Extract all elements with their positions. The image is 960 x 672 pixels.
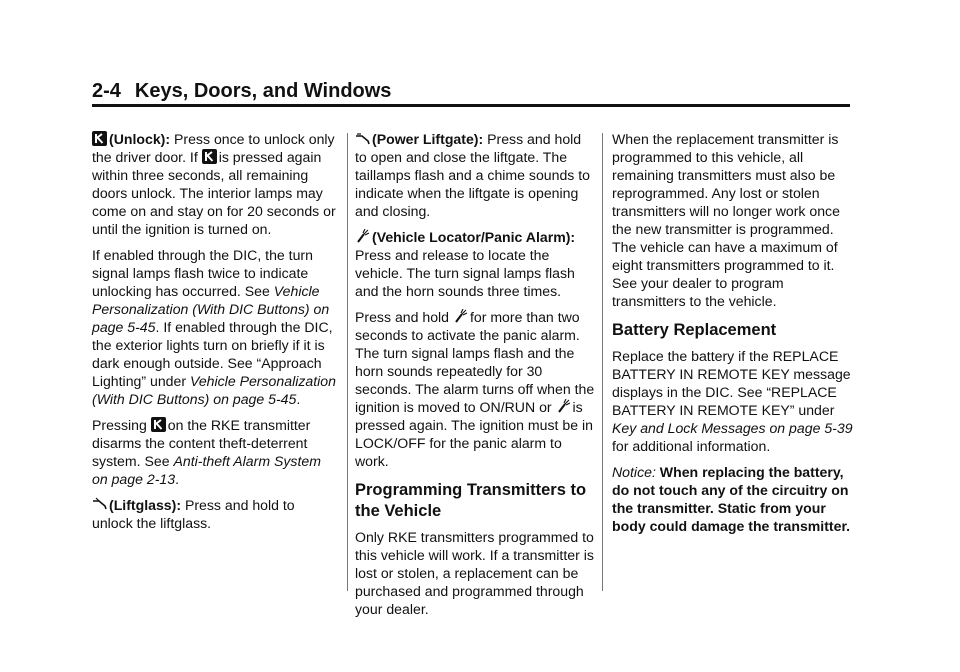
panic-icon (355, 229, 370, 244)
cross-reference[interactable]: Vehicle Personalization (With DIC Buttons) on page 5-45 (92, 283, 330, 335)
notice-paragraph (612, 463, 857, 535)
column-divider (347, 133, 348, 591)
panic-text: for more than two seconds to activate the panic alarm. The turn signal lamps flash and the horn sounds repeatedly for 30 seconds. The alarm turns off when the ignition is moved to ON/RUN or (355, 309, 595, 415)
column-3 (612, 130, 857, 543)
unlock-text: Press once to unlock only the driver door. If (92, 131, 335, 165)
column-divider (602, 133, 603, 591)
locator-text: Press and release to locate the vehicle. The turn signal lamps flash and the horn sounds three times. (355, 247, 575, 299)
cross-reference[interactable]: Vehicle Personalization (With DIC Buttons) on page 5-45 (92, 373, 336, 407)
chapter-title: Keys, Doors, and Windows (134, 80, 392, 102)
notice-label: Notice: (612, 464, 656, 480)
battery-text: Replace the battery if the REPLACE BATTERY IN REMOTE KEY message displays in the DIC. See “REPLACE BATTERY IN REMOTE KEY” under (612, 348, 851, 418)
unlock-icon (202, 149, 217, 164)
liftgate-text: Press and hold to open and close the liftgate. The taillamps flash and a chime sounds to indicate when the liftgate is opening and closing. (355, 131, 591, 219)
dic-text: If enabled through the DIC, the turn signal lamps flash twice to indicate unlocking has occurred. See (92, 247, 313, 299)
panic-text: Press and hold (355, 309, 450, 325)
page-number: 2-4 (92, 80, 121, 102)
header-rule (92, 104, 850, 107)
pressing-text: . (175, 471, 179, 487)
unlock-icon (92, 131, 107, 146)
cross-reference[interactable]: Key and Lock Messages on page 5-39 (612, 420, 853, 436)
dic-text: . If enabled through the DIC, the exterior lights turn on briefly if it is dark enough outside. See “Approach Lighting” under (92, 319, 333, 389)
programming-paragraph: Only RKE transmitters programmed to this vehicle will work. If a transmitter is lost or stolen, a replacement can be purchased and programmed through your dealer. (355, 529, 594, 617)
dic-paragraph (92, 246, 337, 408)
panic-icon (453, 309, 468, 324)
unlock-label: (Unlock): (109, 131, 171, 147)
liftglass-text: Press and hold to unlock the liftglass. (92, 497, 295, 531)
locator-paragraph (355, 228, 595, 300)
unlock-paragraph (92, 130, 337, 238)
liftglass-icon (92, 497, 107, 512)
pressing-paragraph (92, 416, 337, 488)
unlock-text: is pressed again within three seconds, all remaining doors unlock. The interior lamps may come on and stay on for 20 seconds or until the ignition is turned on. (92, 149, 336, 237)
pressing-text: Pressing (92, 417, 147, 433)
column-2 (355, 130, 595, 626)
battery-paragraph (612, 347, 857, 455)
page-header (92, 80, 391, 103)
section-heading-programming: Programming Transmitters to the Vehicle (355, 481, 587, 520)
unlock-icon (151, 417, 166, 432)
liftgate-icon (355, 131, 370, 146)
notice-text: When replacing the battery, do not touch any of the circuitry on the transmitter. Static from your body could damage the transmitter. (612, 464, 851, 534)
section-heading-battery: Battery Replacement (612, 321, 777, 339)
panic-text: is pressed again. The ignition must be in LOCK/OFF for the panic alarm to work. (355, 399, 593, 469)
liftglass-paragraph (92, 496, 337, 532)
dic-text: . (296, 391, 301, 407)
liftgate-paragraph (355, 130, 595, 220)
cross-reference[interactable]: Anti-theft Alarm System on page 2-13 (92, 453, 321, 487)
panic-paragraph (355, 308, 595, 470)
column-1 (92, 130, 337, 540)
liftgate-label: (Power Liftgate): (372, 131, 484, 147)
liftglass-label: (Liftglass): (109, 497, 182, 513)
panic-icon (556, 399, 571, 414)
programming-continued-paragraph: When the replacement transmitter is programmed to this vehicle, all remaining transmitters must also be reprogrammed. Any lost or stolen transmitters will no longer work once the new transmitter is programmed. The vehicle can have a maximum of eight transmitters programmed to it. See your dealer to program transmitters to the vehicle. (612, 131, 840, 309)
pressing-text: on the RKE transmitter disarms the content theft-deterrent system. See (92, 417, 311, 469)
locator-label: (Vehicle Locator/Panic Alarm): (372, 229, 576, 245)
battery-text: for additional information. (612, 438, 771, 454)
